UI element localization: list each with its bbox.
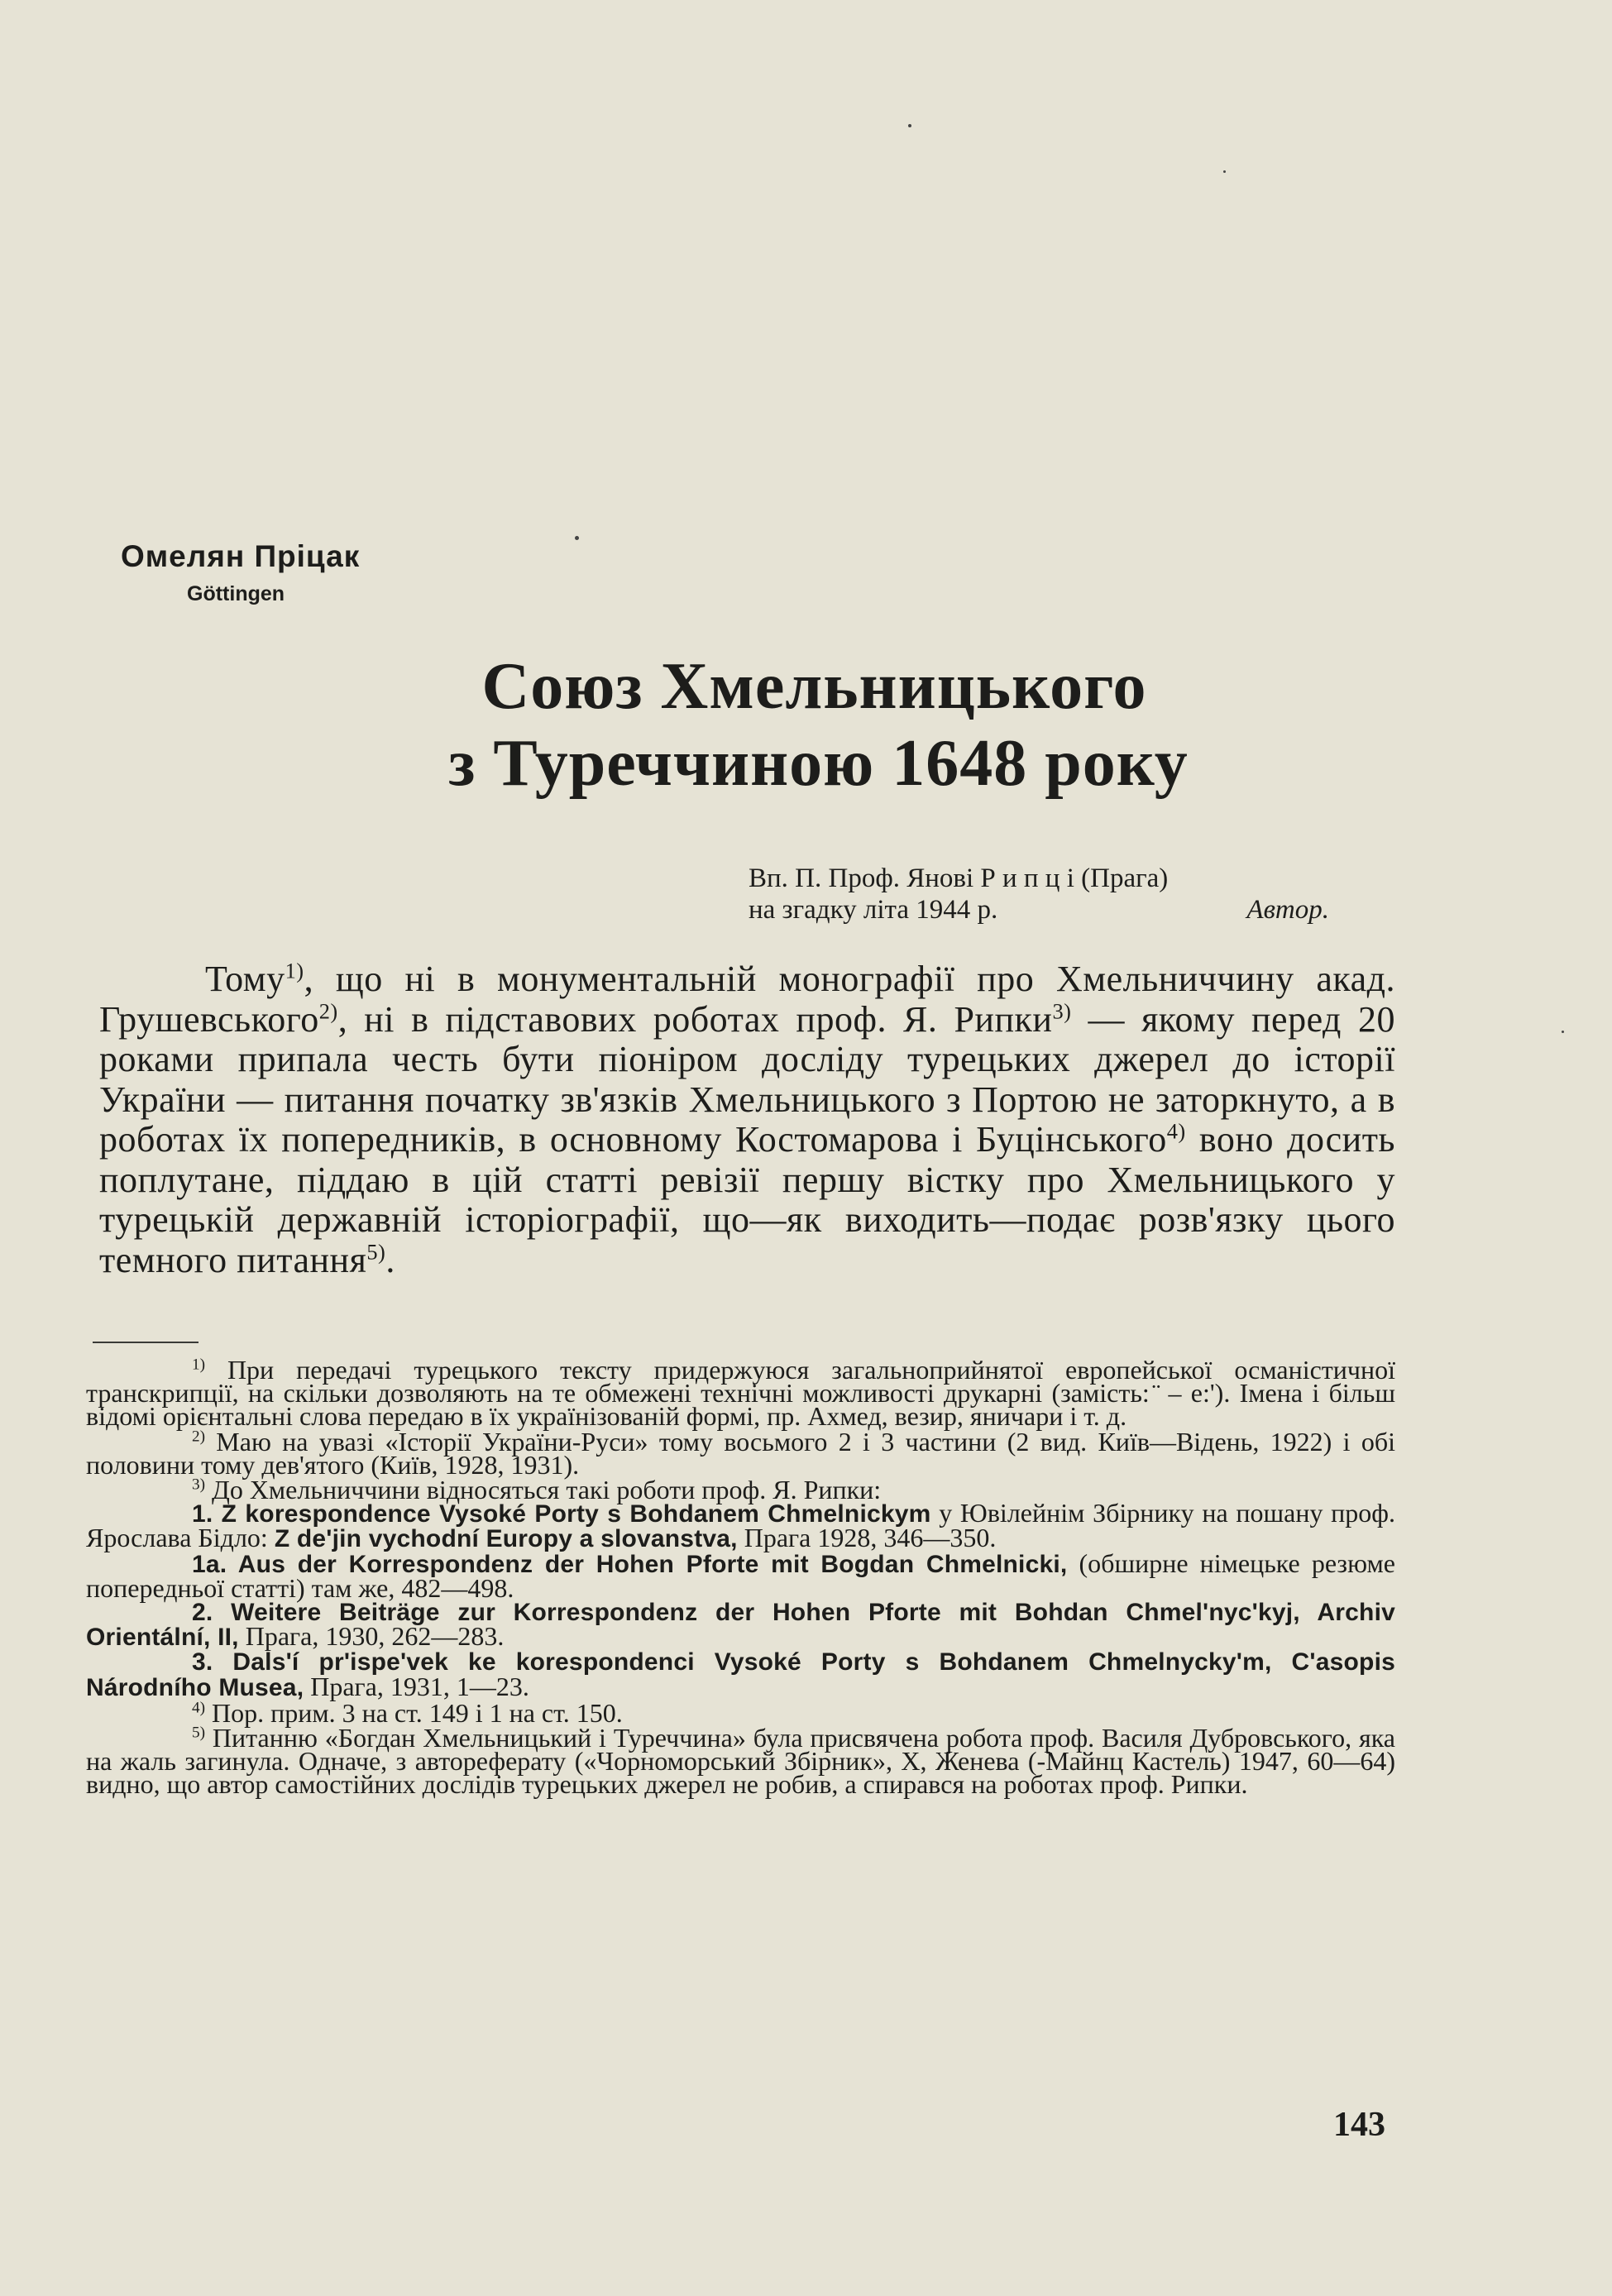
paper-speck	[1223, 170, 1226, 173]
footnote-ref: 4)	[1166, 1118, 1186, 1144]
footnote-3-item-1a	[86, 1547, 1396, 1603]
footnote-ref: 1)	[285, 958, 304, 983]
footnote-mark: 2)	[192, 1427, 205, 1445]
footnote-mark: 1)	[192, 1356, 205, 1374]
dedication-line-2: на згадку літа 1944 р.	[749, 895, 998, 925]
footnote-5	[86, 1723, 1396, 1800]
footnote-2	[86, 1426, 1396, 1480]
dedication-signature: Автор.	[1246, 895, 1329, 925]
bibliography-text: Прага 1928, 346—350.	[737, 1523, 997, 1553]
body-text-segment: Тому	[205, 959, 285, 999]
body-text-segment: .	[385, 1239, 395, 1280]
body-text-segment: — якому перед 20 роками припала честь бути піоніром досліду турецьких джерел до історії України — питання початку зв'язків Хмельницького з Портою не заторкнуто, а в роботах їх попередників, в основному Костомарова і Буцінського	[99, 998, 1395, 1160]
footnote-text: При передачі турецького тексту придержуюся загальноприйнятої европейської османістичної транскрипції, на скільки дозволяють на те обмежені технічні можливості друкарні (замість: ̈ – е:'). Імена і більш відомі орієнтальні слова передаю в їх українізованій формі, пр. Ахмед, везир, яничари і т. д.	[86, 1355, 1396, 1432]
bibliography-title: Z de'jin vychodní Europy a slovanstva,	[274, 1525, 738, 1553]
author-place: Göttingen	[187, 582, 285, 605]
dedication	[749, 863, 1395, 926]
title-line-2: з Туреччиною 1648 року	[448, 727, 1189, 800]
body-text	[99, 959, 1395, 1280]
dedication-row-2	[749, 894, 1395, 926]
bibliography-title: 1. Z korespondence Vysoké Porty s Bohdanem Chmelnickym	[192, 1500, 931, 1528]
dedication-row-1	[749, 863, 1395, 894]
bibliography-text: Прага, 1931, 1—23.	[304, 1671, 529, 1701]
footnote-divider	[93, 1342, 199, 1343]
body-text-segment: воно досить поплутане, піддаю в цій статті ревізії першу вістку про Хмельницького у турецькій державній історіографії, що—як виходить—подає розв'язку цього темного питання	[99, 1119, 1395, 1280]
footnote-mark: 5)	[192, 1724, 205, 1742]
bibliography-text: (обширне німецьке резюме попередньої статті) там же, 482—498.	[86, 1547, 1396, 1603]
footnote-4	[86, 1697, 1395, 1728]
bibliography-title: 2. Weitere Beiträge zur Korrespondenz der Hohen Pforte mit Bohdan Chmel'nyc'kyj, Archiv Orientální, II,	[86, 1599, 1395, 1652]
paper-speck	[908, 124, 911, 127]
bibliography-title: 1a. Aus der Korrespondenz der Hohen Pforte mit Bogdan Chmelnicki,	[192, 1550, 1068, 1578]
footnote-text: Питанню «Богдан Хмельницький і Туреччина» була присвячена робота проф. Василя Дубровського, яка на жаль загинула. Одначе, з автореферату («Чорноморський Збірник», X, Женева (-Майнц Кастель) 1947, 60—64) видно, що автор самостійних дослідів турецьких джерел не робив, а спирався на роботах проф. Рипки.	[86, 1723, 1396, 1800]
footnote-1	[86, 1355, 1396, 1432]
page-number: 143	[1333, 2106, 1385, 2144]
footnote-mark: 4)	[192, 1699, 205, 1717]
footnote-text: Маю на увазі «Історії України-Руси» тому восьмого 2 і 3 частини (2 вид. Київ—Відень, 1922) і обі половини тому дев'ятого (Київ, 1928, 1931).	[86, 1426, 1396, 1480]
footnote-3-item-1	[86, 1498, 1396, 1553]
author-name: Омелян Пріцак	[121, 539, 361, 573]
dedication-line-1: Вп. П. Проф. Янові Р и п ц і (Прага)	[749, 863, 1169, 893]
footnote-ref: 2)	[318, 997, 338, 1023]
body-paragraph	[99, 959, 1395, 1280]
bibliography-text: у Ювілейнім Збірнику на пошану проф. Ярослава Бідло:	[86, 1498, 1396, 1553]
footnote-ref: 5)	[366, 1238, 386, 1264]
footnote-text: Пор. прим. 3 на ст. 149 і 1 на ст. 150.	[211, 1697, 623, 1728]
paper-speck	[575, 536, 579, 540]
footnote-ref: 3)	[1052, 997, 1072, 1023]
title-line-1: Союз Хмельницького	[481, 650, 1147, 723]
body-text-segment: , ні в підставових роботах проф. Я. Рипки	[337, 998, 1053, 1040]
bibliography-text: Прага, 1930, 262—283.	[238, 1621, 505, 1652]
footnote-mark: 3)	[192, 1476, 205, 1494]
footnote-3-item-2	[86, 1599, 1395, 1652]
footnote-3-item-3	[86, 1649, 1395, 1699]
bibliography-title: 3. Dals'í pr'ispe'vek ke korespondenci Vysoké Porty s Bohdanem Chmelnycky'm, C'asopis Národního Musea,	[86, 1648, 1395, 1701]
footnotes	[86, 1355, 1396, 1800]
paper-speck	[1562, 1031, 1564, 1033]
body-text-segment: , що ні в монументальній монографії про Хмельниччину акад. Грушевського	[99, 959, 1395, 1040]
footnote-text: До Хмельниччини відносяться такі роботи проф. Я. Рипки:	[211, 1475, 882, 1505]
